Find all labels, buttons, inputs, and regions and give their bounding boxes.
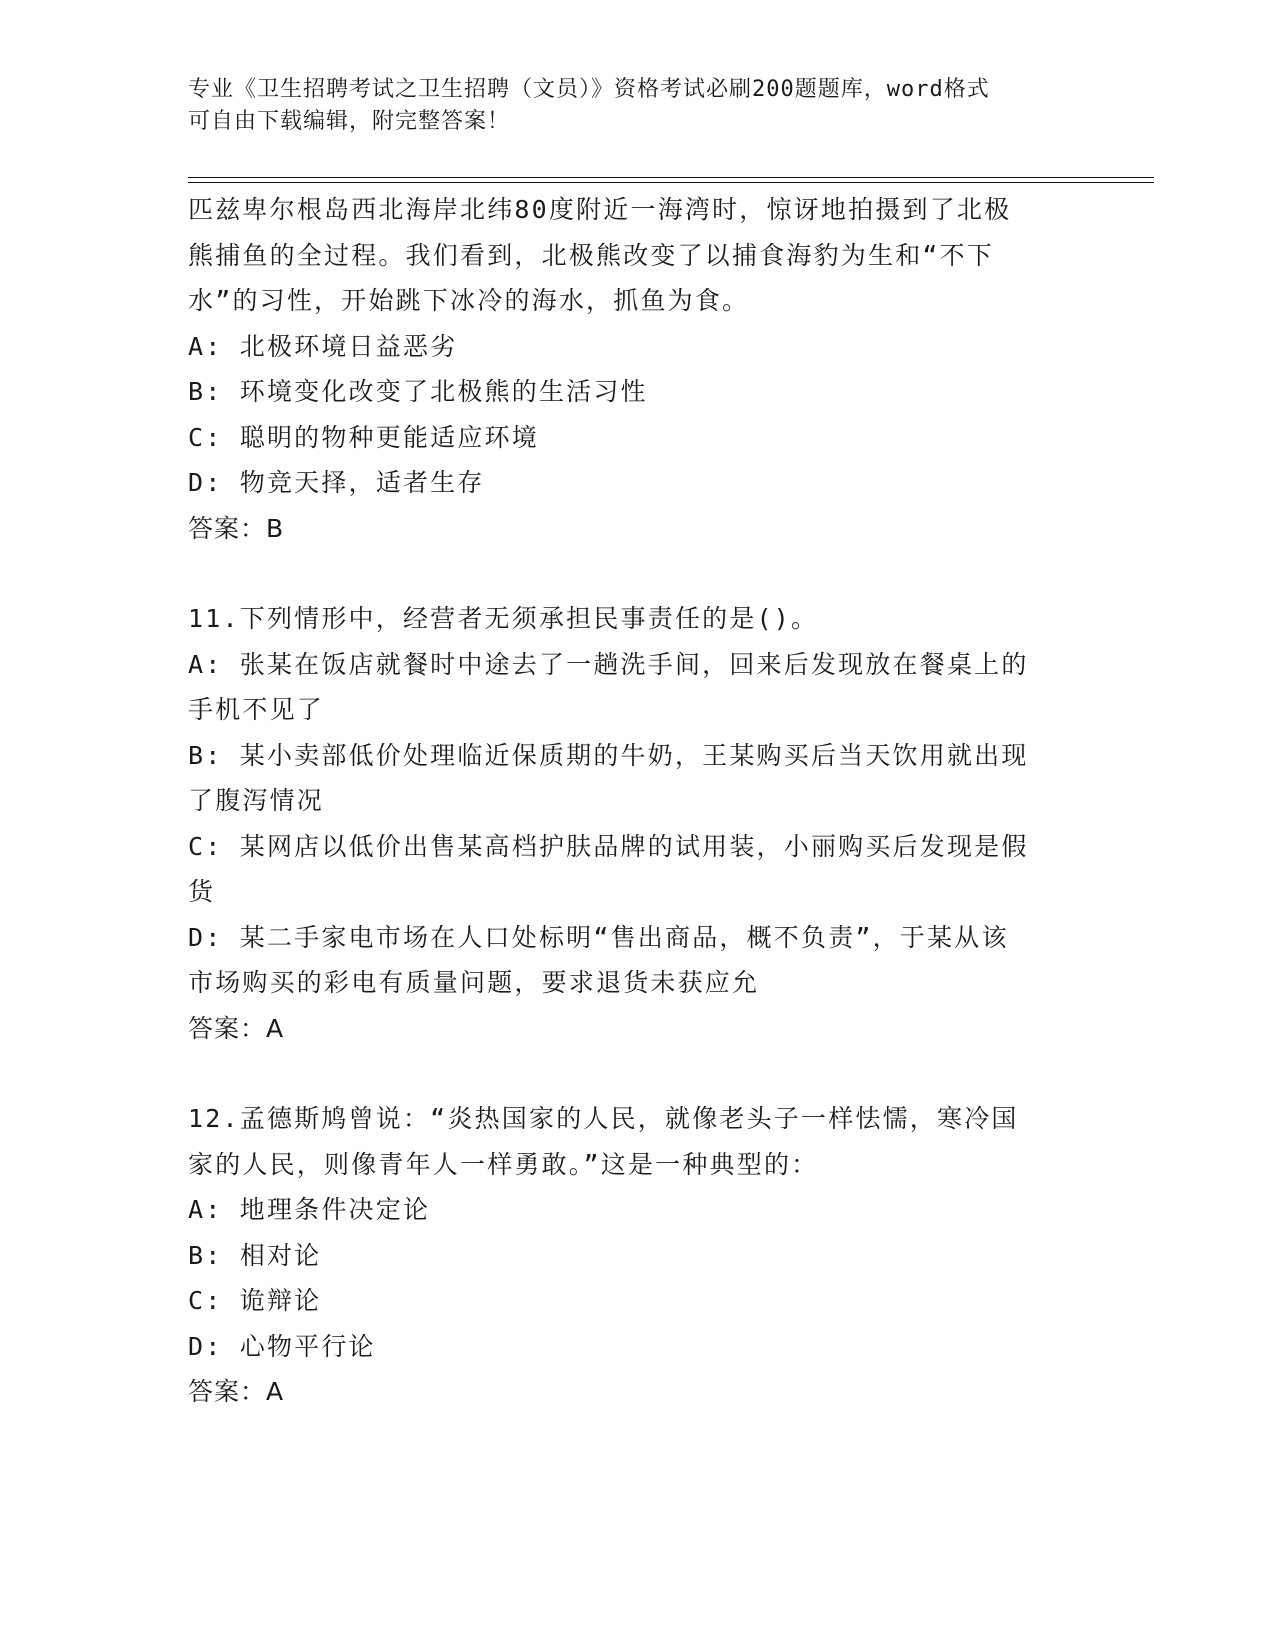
question-stem: 11.下列情形中，经营者无须承担民事责任的是()。: [188, 604, 819, 633]
option-c: C: 诡辩论: [188, 1286, 322, 1315]
option-d: D: 心物平行论: [188, 1331, 376, 1361]
question-10: [188, 187, 1078, 551]
header-title-line-1: 专业《卫生招聘考试之卫生招聘（文员）》资格考试必刷200题题库，word格式: [188, 77, 990, 102]
question-content: [188, 187, 1078, 1415]
option-d: D: 某二手家电市场在人口处标明“售出商品，概不负责”，于某从该: [188, 922, 1009, 952]
header-divider-top: [188, 177, 1154, 178]
question-stem-line: 家的人民，则像青年人一样勇敢。”这是一种典型的：: [188, 1149, 819, 1179]
header-title-line-2: 可自由下载编辑，附完整答案！: [188, 109, 511, 134]
option-b: B: 环境变化改变了北极熊的生活习性: [188, 377, 648, 406]
option-c: C: 聪明的物种更能适应环境: [188, 422, 539, 452]
option-d: D: 物竞天择，适者生存: [188, 468, 485, 497]
question-stem-line: 12.孟德斯鸠曾说：“炎热国家的人民，就像老头子一样怯懦，寒冷国: [188, 1104, 1019, 1133]
option-c-continued: 货: [188, 877, 216, 906]
question-stem-line: 熊捕鱼的全过程。我们看到，北极熊改变了以捕食海豹为生和“不下: [188, 240, 995, 270]
question-stem-line: 匹兹卑尔根岛西北海岸北纬80度附近一海湾时，惊讶地拍摄到了北极: [188, 195, 1012, 224]
question-11: [188, 596, 1078, 1051]
option-c: C: 某网店以低价出售某高档护肤品牌的试用装，小丽购买后发现是假: [188, 831, 1029, 861]
option-b-continued: 了腹泻情况: [188, 786, 325, 815]
option-a: A: 地理条件决定论: [188, 1195, 431, 1224]
option-a: A: 北极环境日益恶劣: [188, 331, 458, 361]
answer-label: 答案：A: [188, 1013, 285, 1043]
header-divider-bottom: [188, 182, 1154, 183]
question-stem-line: 水”的习性，开始跳下冰冷的海水，抓鱼为食。: [188, 286, 750, 315]
answer-label: 答案：B: [188, 513, 285, 543]
option-a-continued: 手机不见了: [188, 695, 325, 724]
option-b: B: 某小卖部低价处理临近保质期的牛奶，王某购买后当天饮用就出现: [188, 740, 1029, 770]
option-a: A: 张某在饭店就餐时中途去了一趟洗手间，回来后发现放在餐桌上的: [188, 649, 1029, 679]
spacer: [188, 1051, 1078, 1096]
document-header: [188, 74, 1068, 138]
question-12: [188, 1096, 1078, 1415]
option-d-continued: 市场购买的彩电有质量问题，要求退货未获应允: [188, 968, 760, 997]
answer-label: 答案：A: [188, 1377, 285, 1406]
option-b: B: 相对论: [188, 1240, 322, 1270]
spacer: [188, 551, 1078, 596]
